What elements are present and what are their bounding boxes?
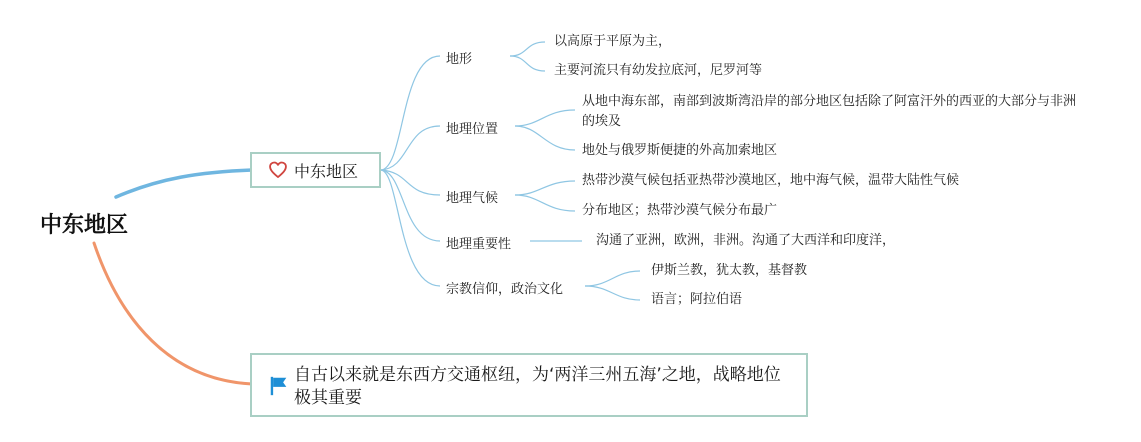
root-topic[interactable]: 中东地区 (40, 213, 129, 238)
category-zhongyaoxing[interactable]: 地理重要性 (446, 237, 512, 252)
main-topic[interactable] (250, 152, 381, 188)
branch-dixing-2 (510, 56, 545, 71)
note-topic[interactable] (250, 353, 808, 417)
branch-main-to-dixing (381, 56, 440, 170)
category-zongjiao[interactable]: 宗教信仰，政治文化 (446, 282, 564, 297)
leaf-item[interactable]: 沟通了亚洲，欧洲，非洲。沟通了大西洋和印度洋， (596, 233, 896, 248)
category-diliqihou[interactable]: 地理气候 (446, 191, 499, 206)
branch-weizhi-1 (515, 110, 575, 126)
branch-qihou-2 (515, 195, 575, 211)
branch-zongjiao-1 (585, 271, 640, 286)
main-topic-label: 中东地区 (294, 161, 359, 181)
branch-root-to-main (116, 170, 252, 197)
leaf-item[interactable]: 以高原于平原为主， (554, 34, 672, 49)
leaf-item[interactable]: 从地中海东部，南部到波斯湾沿岸的部分地区包括除了阿富汗外的西亚的大部分与非洲的埃及 (582, 94, 1077, 129)
category-diliweizhi[interactable]: 地理位置 (446, 122, 499, 137)
branch-zongjiao-2 (585, 286, 640, 300)
leaf-item[interactable]: 主要河流只有幼发拉底河，尼罗河等 (554, 63, 763, 78)
flag-icon (268, 375, 290, 397)
branch-main-to-zongjiao (381, 170, 440, 286)
branch-qihou-1 (515, 181, 575, 195)
leaf-item[interactable]: 地处与俄罗斯便捷的外高加索地区 (582, 143, 778, 158)
leaf-item[interactable]: 热带沙漠气候包括亚热带沙漠地区，地中海气候，温带大陆性气候 (582, 173, 960, 188)
leaf-item[interactable]: 伊斯兰教，犹太教，基督教 (651, 263, 808, 278)
branch-root-to-note (94, 243, 252, 384)
leaf-item[interactable]: 分布地区；热带沙漠气候分布最广 (582, 203, 778, 218)
category-dixing[interactable]: 地形 (446, 52, 473, 67)
leaf-item[interactable]: 语言；阿拉伯语 (651, 292, 743, 307)
note-topic-label: 自古以来就是东西方交通枢纽，为‘两洋三州五海’之地，战略地位极其重要 (294, 365, 781, 408)
branch-weizhi-2 (515, 126, 575, 150)
branch-dixing-1 (510, 42, 545, 56)
heart-icon (268, 160, 288, 180)
